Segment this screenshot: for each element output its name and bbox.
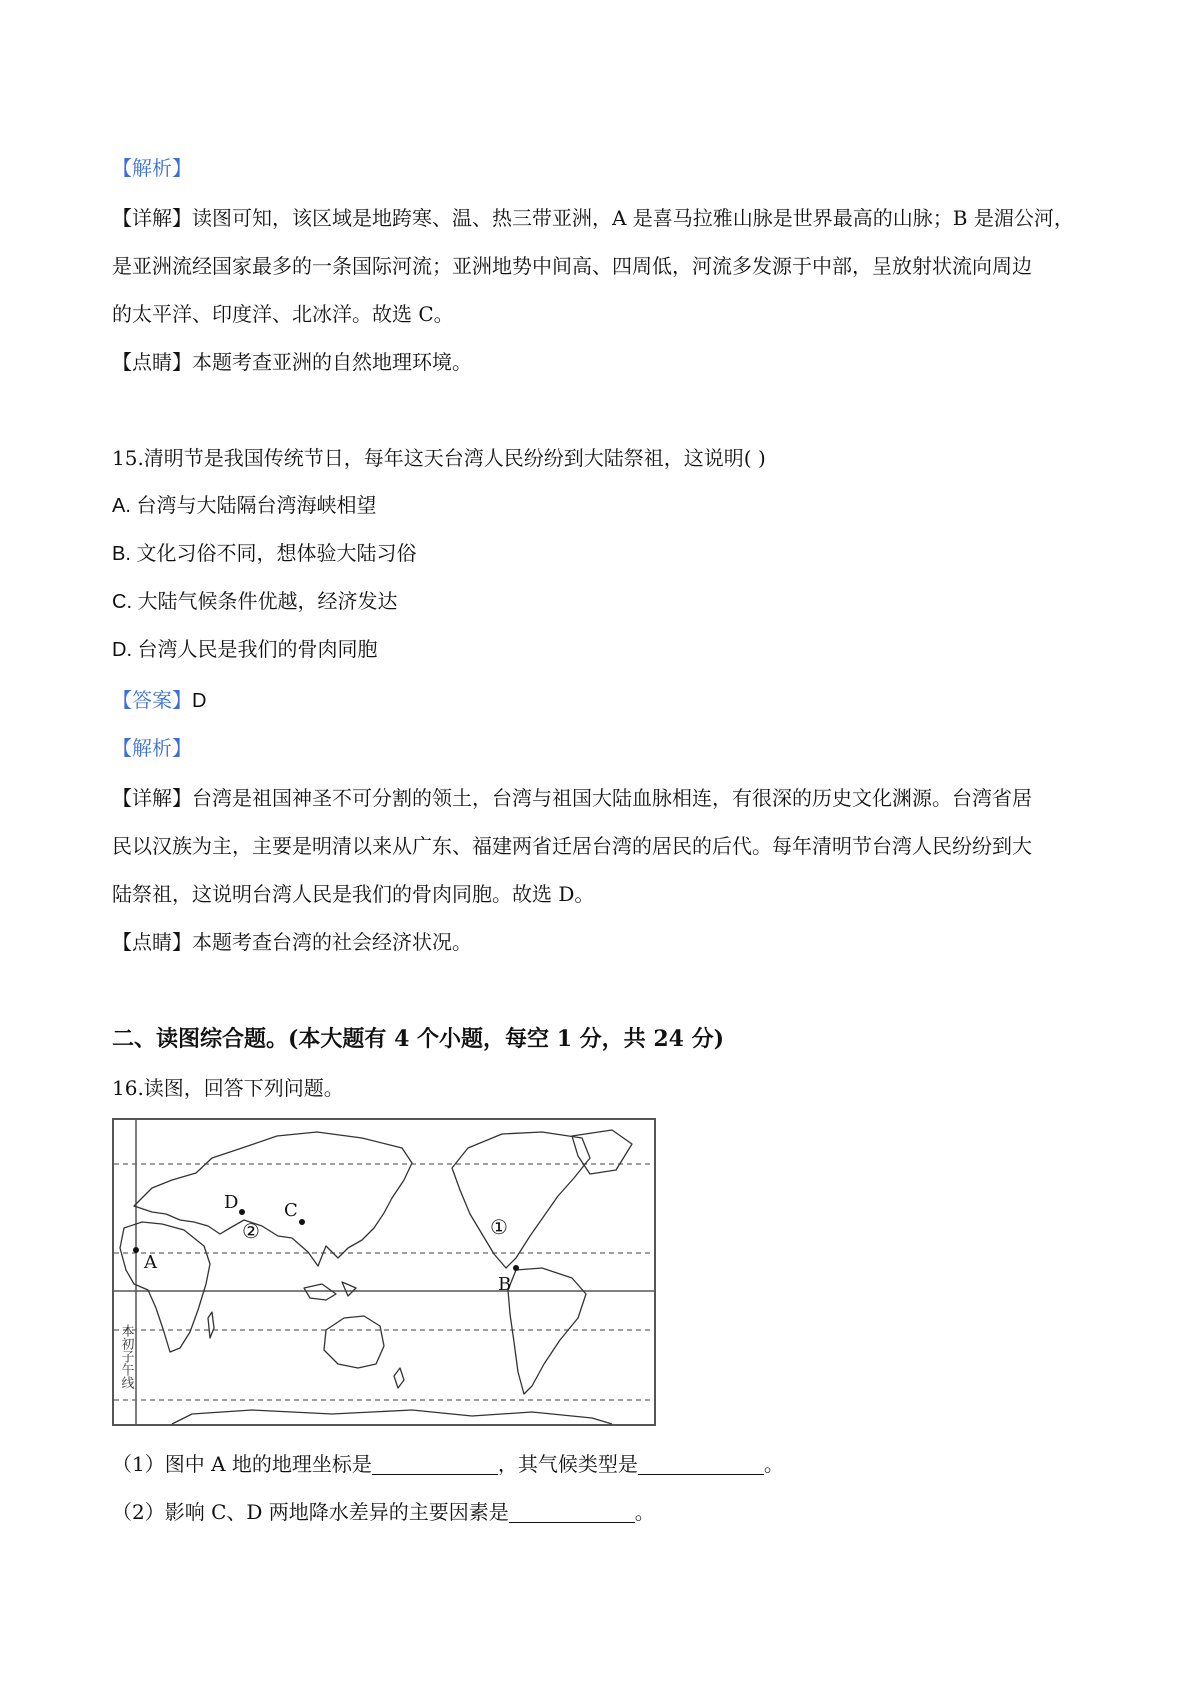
q15-option-c: C. 大陆气候条件优越，经济发达 [112,591,398,613]
answer-blank-1[interactable] [372,1454,498,1475]
map-label-c: C [284,1200,298,1221]
answer-blank-2[interactable] [638,1454,764,1475]
section2-heading: 二、读图综合题。(本大题有 4 个小题，每空 1 分，共 24 分) [112,1026,725,1052]
q15-comment: 【点睛】本题考查台湾的社会经济状况。 [112,930,472,954]
q16-sub-question-2 [112,1498,655,1526]
map-label-circle-2: ② [242,1219,260,1243]
map-label-d: D [224,1192,239,1213]
q16-stem: 16.读图，回答下列问题。 [112,1076,344,1100]
q15-answer-value: D [192,690,207,712]
q16-sub1-prompt: （1）图中 A 地的地理坐标是 [112,1452,372,1476]
q16-sub2-prompt: （2）影响 C、D 两地降水差异的主要因素是 [112,1500,509,1524]
q16-sub1-end: 。 [763,1452,784,1476]
map-frame [113,1119,655,1425]
q14-detail-line-3: 的太平洋、印度洋、北冰洋。故选 C。 [112,302,454,326]
point-a-dot [133,1247,139,1253]
q16-sub2-end: 。 [634,1500,655,1524]
q15-detail-line-1: 【详解】台湾是祖国神圣不可分割的领土，台湾与祖国大陆血脉相连，有很深的历史文化渊源。台湾省居 [112,786,1032,810]
prime-meridian-label: 本初子午线 [118,1324,134,1389]
q15-stem: 15.清明节是我国传统节日，每年这天台湾人民纷纷到大陆祭祖，这说明( ) [112,446,766,470]
point-b-dot [513,1265,519,1271]
q15-option-a: A. 台湾与大陆隔台湾海峡相望 [112,495,377,517]
q16-sub1-mid: ，其气候类型是 [497,1452,638,1476]
point-c-dot [299,1219,305,1225]
q14-detail-line-1: 【详解】读图可知，该区域是地跨寒、温、热三带亚洲，A 是喜马拉雅山脉是世界最高的山脉；B 是湄公河， [112,206,1074,230]
map-label-b: B [498,1274,512,1295]
point-d-dot [239,1209,245,1215]
q15-answer [112,686,206,715]
q15-detail-line-3: 陆祭祖，这说明台湾人民是我们的骨肉同胞。故选 D。 [112,882,595,906]
map-label-a: A [144,1252,157,1273]
q15-analysis-label: 【解析】 [112,736,192,760]
q16-sub-question-1 [112,1450,784,1478]
map-label-circle-1: ① [490,1215,508,1239]
q15-option-b: B. 文化习俗不同，想体验大陆习俗 [112,543,417,565]
q15-detail-line-2: 民以汉族为主，主要是明清以来从广东、福建两省迁居台湾的居民的后代。每年清明节台湾人民纷纷到大 [112,834,1032,858]
world-map-figure [112,1118,656,1426]
q14-comment: 【点睛】本题考查亚洲的自然地理环境。 [112,350,472,374]
q15-option-d: D. 台湾人民是我们的骨肉同胞 [112,639,378,661]
answer-blank-3[interactable] [509,1502,635,1523]
q14-analysis-label: 【解析】 [112,156,192,180]
q14-detail-line-2: 是亚洲流经国家最多的一条国际河流；亚洲地势中间高、四周低，河流多发源于中部，呈放射状流向周边 [112,254,1032,278]
q15-answer-label: 【答案】 [112,688,192,712]
